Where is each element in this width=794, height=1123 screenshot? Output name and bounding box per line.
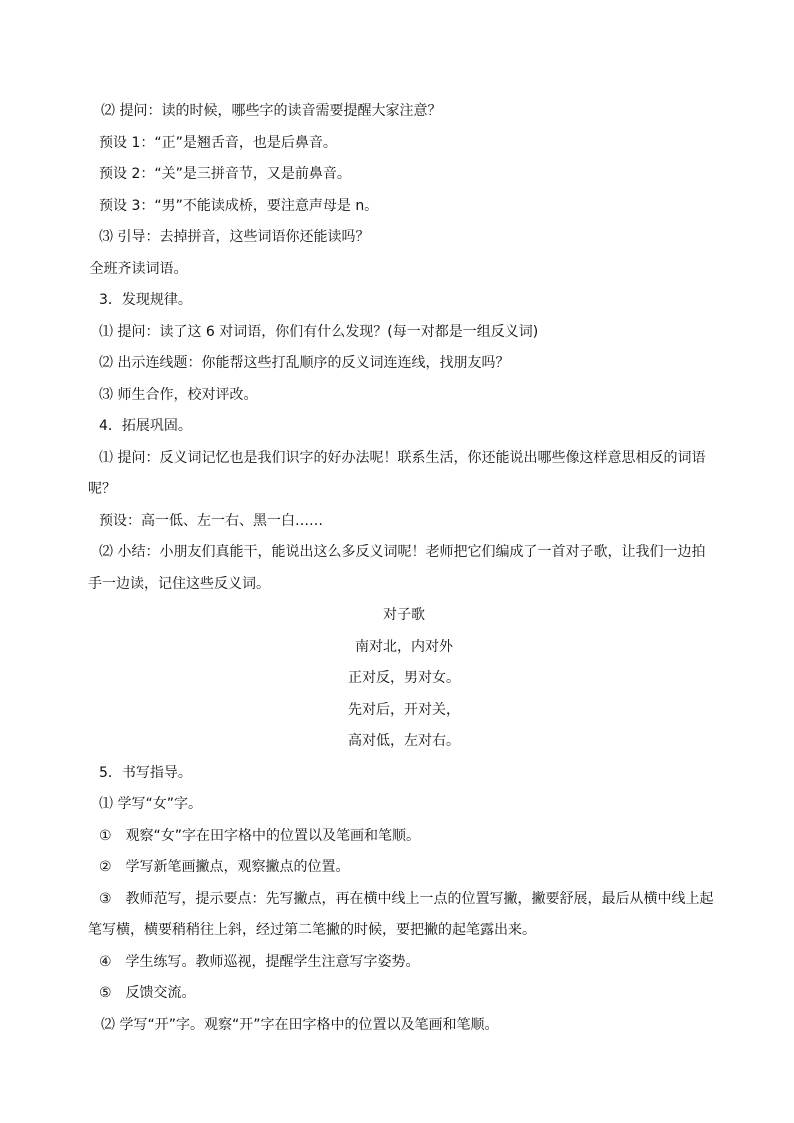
section-heading-3: 3．发现规律。 (99, 292, 192, 308)
poem-line-3: 先对后，开对关， (348, 701, 460, 718)
section-heading-4: 4．拓展巩固。 (99, 418, 192, 434)
paragraph-step-5: ⑤ 反馈交流。 (99, 985, 196, 1001)
paragraph-step-1: ① 观察“女”字在田字格中的位置以及笔画和笔顺。 (99, 827, 421, 844)
paragraph-step-3-end: 笔写横，横要稍稍往上斜，经过第二笔撇的时候，要把撇的起笔露出来。 (88, 922, 536, 938)
paragraph-read-together: 全班齐读词语。 (89, 260, 188, 277)
paragraph-guide-3: ⑶ 引导：去掉拼音，这些词语你还能读吗？ (99, 229, 370, 245)
paragraph-learn-kai: ⑵ 学写“开”字。观察“开”字在田字格中的位置以及笔画和笔顺。 (101, 1016, 499, 1033)
paragraph-matching-task: ⑵ 出示连线题：你能帮这些打乱顺序的反义词连连线，找朋友吗？ (99, 355, 510, 371)
paragraph-extension-question-end: 呢？ (88, 481, 116, 497)
poem-block (88, 600, 720, 758)
paragraph-cooperation: ⑶ 师生合作，校对评改。 (99, 386, 258, 403)
document-body (88, 96, 720, 1041)
poem-line-1: 南对北，内对外 (355, 638, 453, 655)
poem-title: 对子歌 (383, 607, 425, 623)
paragraph-step-4: ④ 学生练写。教师巡视，提醒学生注意写字姿势。 (99, 953, 420, 970)
paragraph-preset-antonyms: 预设：高一低、左一右、黑一白…… (99, 512, 323, 529)
poem-line-4: 高对低，左对右。 (348, 733, 460, 749)
section-heading-5: 5．书写指导。 (99, 764, 192, 781)
paragraph-extension-question: ⑴ 提问：反义词记忆也是我们识字的好办法呢！联系生活，你还能说出哪些像这样意思相反的词语 (99, 449, 706, 466)
paragraph-summary-end: 手一边读，记住这些反义词。 (88, 575, 270, 592)
paragraph-step-2: ② 学写新笔画撇点，观察撇点的位置。 (99, 859, 350, 875)
paragraph-learn-nu: ⑴ 学写“女”字。 (99, 796, 202, 812)
paragraph-summary: ⑵ 小结：小朋友们真能干，能说出这么多反义词呢！老师把它们编成了一首对子歌，让我们一边拍 (99, 544, 706, 560)
paragraph-preset-3: 预设 3：“男”不能读成桥，要注意声母是 n。 (99, 197, 379, 214)
paragraph-preset-1: 预设 1：“正”是翘舌音，也是后鼻音。 (99, 134, 337, 151)
paragraph-step-3: ③ 教师范写，提示要点：先写撇点，再在横中线上一点的位置写撇，撇要舒展，最后从横中线上起 (99, 890, 714, 907)
paragraph-question-2: ⑵ 提问：读的时候，哪些字的读音需要提醒大家注意？ (101, 103, 442, 119)
paragraph-preset-2: 预设 2：“关”是三拼音节，又是前鼻音。 (99, 166, 351, 182)
poem-line-2: 正对反，男对女。 (348, 670, 460, 686)
paragraph-question-1: ⑴ 提问：读了这 6 对词语，你们有什么发现？(每一对都是一组反义词) (99, 323, 539, 340)
